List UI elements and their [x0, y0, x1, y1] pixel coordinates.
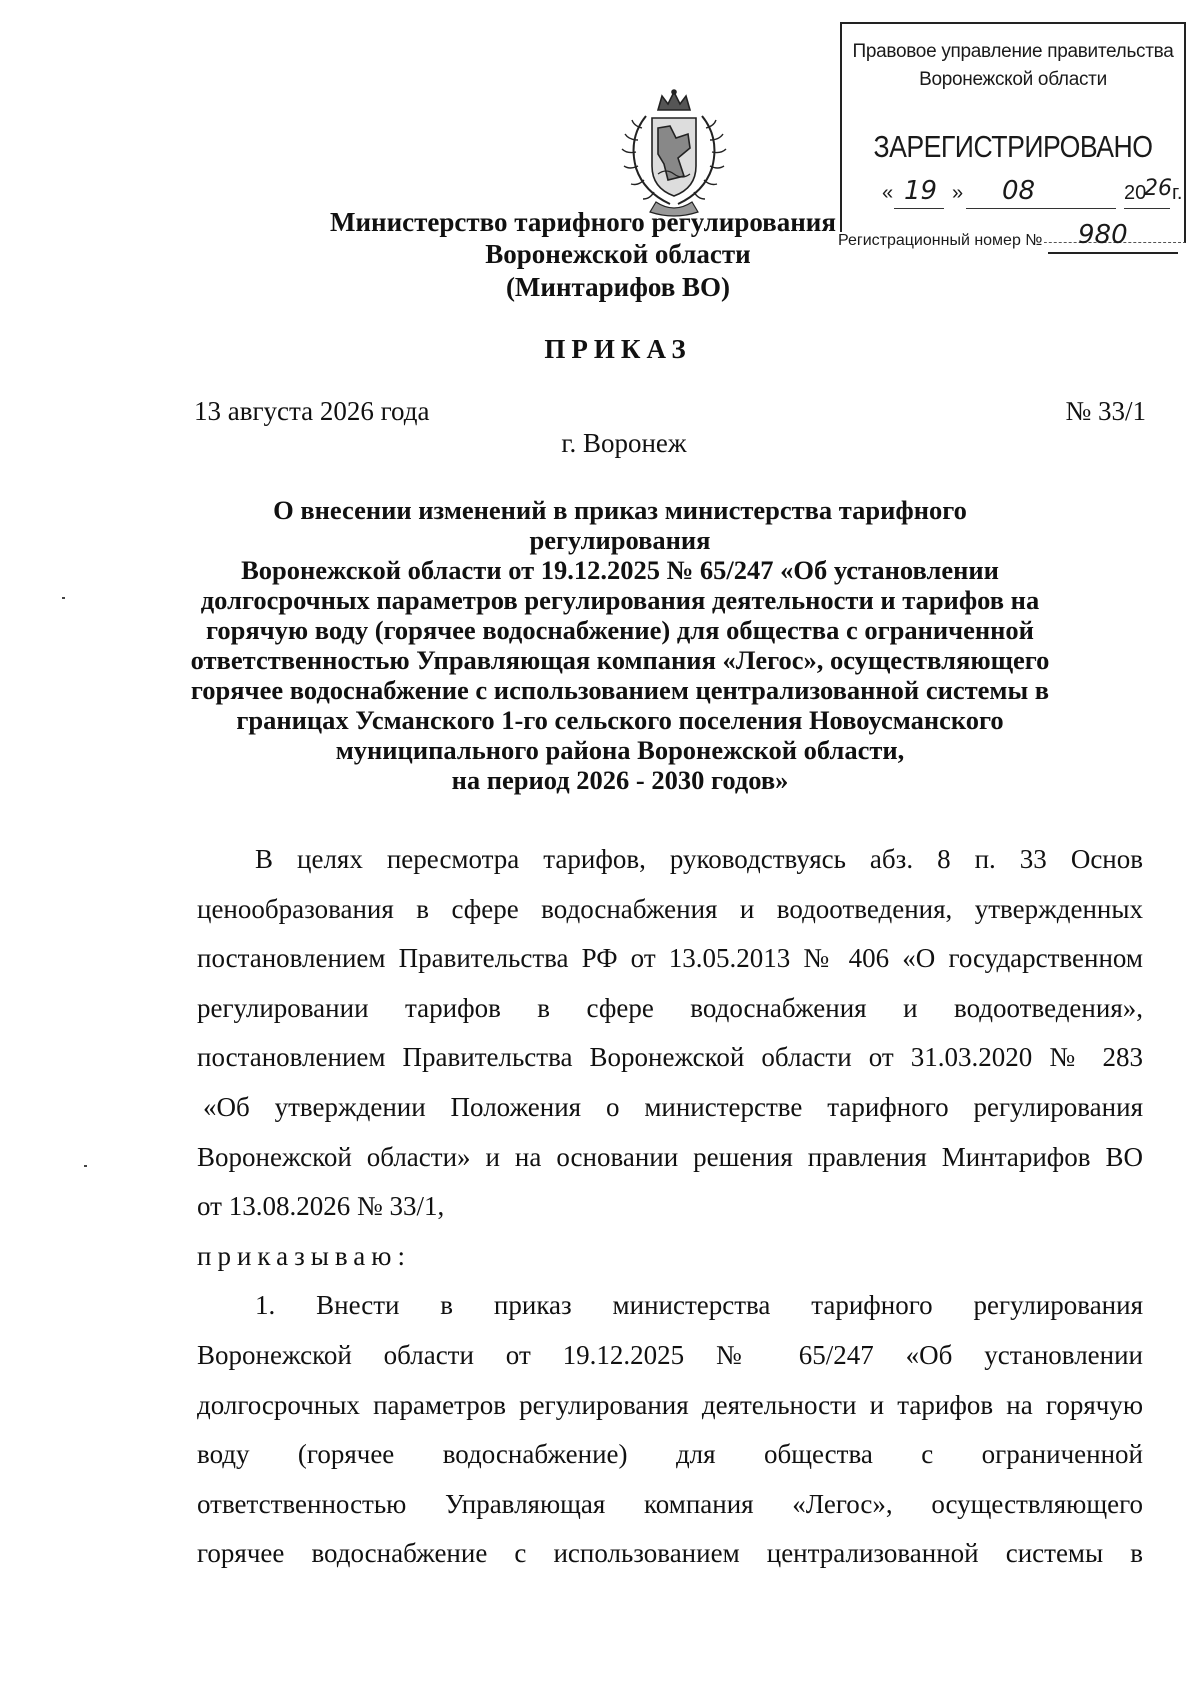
stamp-day: 19: [904, 176, 938, 206]
stamp-title: ЗАРЕГИСТРИРОВАНО: [873, 129, 1153, 164]
preamble-paragraph: [197, 835, 1143, 1232]
preamble-line: постановлением Правительства Воронежской области от 31.03.2020 № 283: [197, 1042, 1143, 1073]
item-1-line: Воронежской области от 19.12.2025 № 65/247 «Об установлении: [197, 1339, 1143, 1370]
ministry-name-line2: Воронежской области: [485, 239, 751, 269]
item-1-line: ответственностью Управляющая компания «Легос», осуществляющего: [197, 1488, 1143, 1519]
item-1-line: 1. Внести в приказ министерства тарифного регулирования: [255, 1290, 1143, 1321]
subject-line: ответственностью Управляющая компания «Легос», осуществляющего: [190, 645, 1050, 675]
preamble-line: ценообразования в сфере водоснабжения и водоотведения, утвержденных: [197, 893, 1143, 924]
subject-line: горячее водоснабжение с использованием централизованной системы в: [190, 675, 1050, 705]
stamp-date: « 19 » 08 20 26 г.: [882, 182, 1172, 210]
subject-line: муниципального района Воронежской области,: [335, 735, 905, 765]
stamp-month: 08: [1002, 176, 1036, 206]
preamble-line: постановлением Правительства РФ от 13.05.2013 № 406 «О государственном: [197, 943, 1143, 974]
stamp-year-prefix: 20: [1124, 182, 1147, 204]
ministry-name-line1: Министерство тарифного регулирования: [330, 207, 836, 237]
preamble-line: от 13.08.2026 № 33/1,: [197, 1191, 445, 1222]
order-date: 13 августа 2026 года: [194, 396, 430, 426]
stamp-year-end: г.: [1172, 182, 1183, 204]
order-number: № 33/1: [1065, 396, 1146, 426]
order-subject: [180, 495, 1060, 795]
stamp-year-suffix: 26: [1144, 176, 1172, 201]
item-1-line: долгосрочных параметров регулирования деятельности и тарифов на горячую: [197, 1389, 1143, 1420]
item-1-paragraph: [197, 1281, 1143, 1579]
preamble-line: В целях пересмотра тарифов, руководствуясь абз. 8 п. 33 Основ: [255, 844, 1143, 874]
ministry-abbreviation: (Минтарифов ВО): [505, 272, 731, 302]
stamp-org-line1: Правовое управление правительства: [852, 41, 1174, 62]
preamble-line: регулировании тарифов в сфере водоснабжения и водоотведения»,: [197, 992, 1143, 1023]
stamp-reg-number: 980: [1078, 220, 1128, 250]
coat-of-arms-icon: [614, 88, 734, 218]
subject-line: Воронежской области от 19.12.2025 № 65/247 «Об установлении: [241, 555, 999, 585]
order-city: г. Воронеж: [561, 428, 687, 458]
scan-speck: [84, 1165, 87, 1167]
preamble-line: Воронежской области» и на основании решения правления Минтарифов ВО: [197, 1141, 1143, 1172]
subject-line: О внесении изменений в приказ министерства тарифного регулирования: [273, 495, 967, 555]
stamp-org-line2: Воронежской области: [919, 69, 1107, 90]
order-word: приказываю:: [197, 1240, 411, 1271]
order-body: [197, 835, 1143, 1579]
item-1-line: горячее водоснабжение с использованием централизованной системы в: [197, 1538, 1143, 1569]
preamble-line: «Об утверждении Положения о министерстве тарифного регулирования: [203, 1091, 1143, 1122]
subject-line: на период 2026 - 2030 годов»: [451, 765, 789, 795]
scan-speck: [62, 597, 65, 599]
subject-line: границах Усманского 1-го сельского поселения Новоусманского: [236, 705, 1004, 735]
stamp-organization: [842, 38, 1184, 94]
subject-line: горячую воду (горячее водоснабжение) для общества с ограниченной: [206, 615, 1034, 645]
document-type: ПРИКАЗ: [544, 334, 692, 364]
stamp-reg-label: Регистрационный номер №: [838, 232, 1043, 249]
item-1-line: воду (горячее водоснабжение) для общества с ограниченной: [197, 1439, 1143, 1470]
subject-line: долгосрочных параметров регулирования деятельности и тарифов на: [200, 585, 1040, 615]
